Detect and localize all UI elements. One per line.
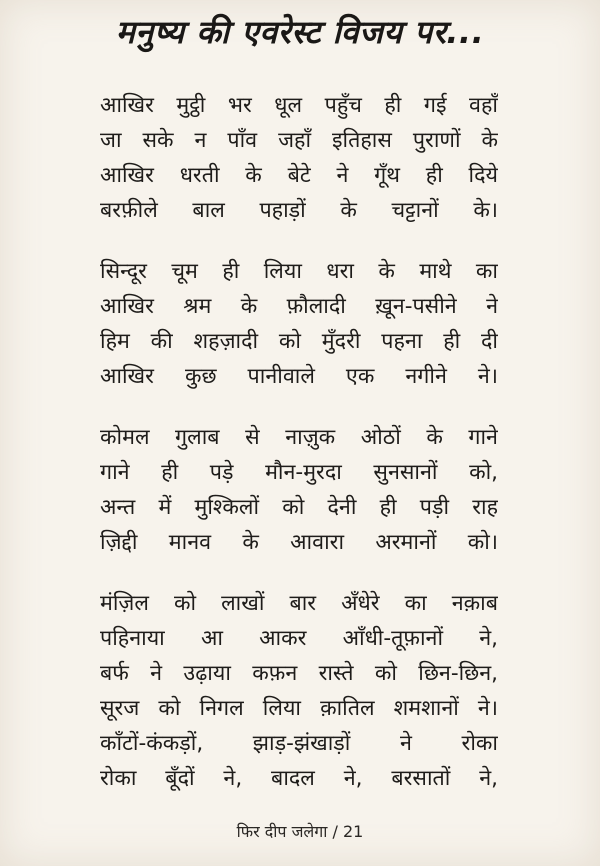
poem-line: बर्फ ने उढ़ाया कफ़न रास्ते को छिन-छिन,: [100, 661, 498, 686]
poem-line: आखिर धरती के बेटे ने गूँथ ही दिये: [100, 163, 498, 188]
poem-line: बरफ़ीले बाल पहाड़ों के चट्टानों के।: [100, 198, 498, 223]
poem-line: सिन्दूर चूम ही लिया धरा के माथे का: [100, 259, 498, 284]
poem-line: पहिनाया आ आकर आँधी-तूफ़ानों ने,: [100, 626, 498, 651]
poem-line: कोमल गुलाब से नाज़ुक ओठों के गाने: [100, 425, 498, 450]
poem-body: [100, 88, 498, 822]
poem-line: आखिर कुछ पानीवाले एक नगीने ने।: [100, 364, 498, 389]
poem-line: काँटों-कंकड़ों, झाड़-झंखाड़ों ने रोका: [100, 731, 498, 756]
poem-title: मनुष्य की एवरेस्ट विजय पर...: [115, 13, 485, 51]
stanza-4: [100, 586, 498, 796]
poem-line: हिम की शहज़ादी को मुँदरी पहना ही दी: [100, 329, 498, 354]
stanza-1: [100, 88, 498, 228]
poem-line: अन्त में मुश्किलों को देनी ही पड़ी राह: [100, 495, 498, 520]
poem-line: मंज़िल को लाखों बार अँधेरे का नक़ाब: [100, 591, 498, 616]
stanza-3: [100, 420, 498, 560]
page-footer: फिर दीप जलेगा / 21: [236, 822, 364, 841]
stanza-2: [100, 254, 498, 394]
poem-line: रोका बूँदों ने, बादल ने, बरसातों ने,: [100, 766, 498, 791]
poem-line: जा सके न पाँव जहाँ इतिहास पुराणों के: [100, 128, 498, 153]
poem-line: सूरज को निगल लिया क़ातिल शमशानों ने।: [100, 696, 498, 721]
poem-line: आखिर श्रम के फ़ौलादी ख़ून-पसीने ने: [100, 294, 498, 319]
poem-line: गाने ही पड़े मौन-मुरदा सुनसानों को,: [100, 460, 498, 485]
poem-line: ज़िद्दी मानव के आवारा अरमानों को।: [100, 530, 498, 555]
poem-line: आखिर मुट्ठी भर धूल पहुँच ही गई वहाँ: [100, 93, 498, 118]
